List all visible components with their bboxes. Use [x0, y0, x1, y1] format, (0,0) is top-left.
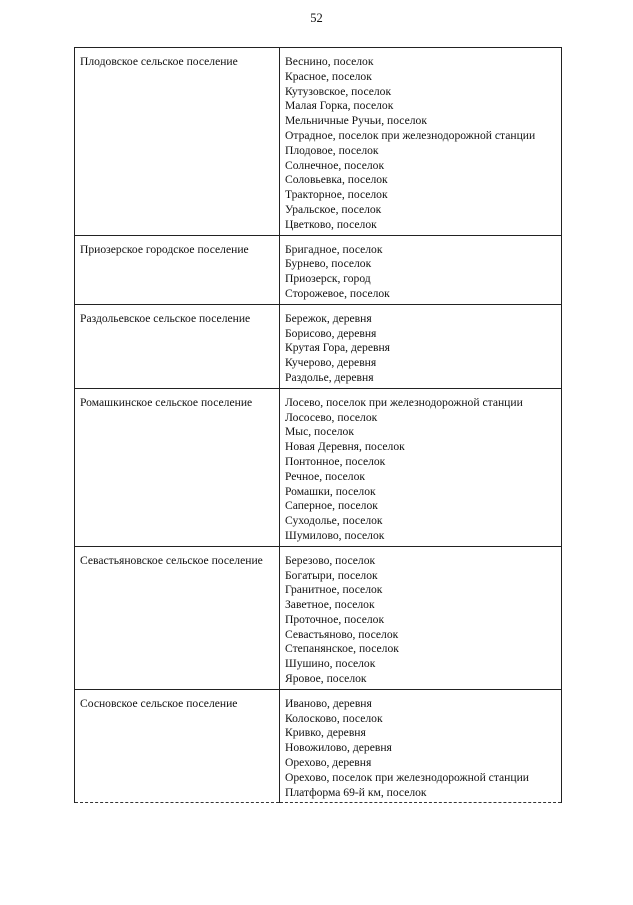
- settlement-name: Приозерское городское поселение: [80, 242, 249, 256]
- locality-item: Отрадное, поселок при железнодорожной станции: [285, 128, 536, 142]
- table-row: [75, 304, 562, 388]
- locality-item: Уральское, поселок: [285, 202, 382, 216]
- locality-item: Крутая Гора, деревня: [285, 341, 390, 355]
- settlement-name: Раздольевское сельское поселение: [80, 311, 251, 325]
- locality-item: Веснино, поселок: [285, 55, 374, 68]
- locality-item: Лосево, поселок при железнодорожной станции: [285, 395, 523, 409]
- locality-list: [285, 697, 557, 801]
- locality-item: Соловьевка, поселок: [285, 173, 388, 187]
- page-number: 52: [310, 11, 323, 25]
- locality-list: [285, 55, 557, 233]
- settlement-name: Севастьяновское сельское поселение: [80, 553, 263, 567]
- locality-item: Сторожевое, поселок: [285, 286, 390, 300]
- locality-item: Яровое, поселок: [285, 672, 367, 686]
- locality-item: Раздолье, деревня: [285, 370, 374, 384]
- localities-cell: [280, 689, 562, 803]
- localities-cell: [280, 48, 562, 236]
- locality-item: Колосково, поселок: [285, 711, 383, 725]
- locality-item: Бережок, деревня: [285, 311, 372, 325]
- locality-item: Кутузовское, поселок: [285, 84, 392, 98]
- locality-item: Степанянское, поселок: [285, 642, 399, 656]
- locality-item: Плодовое, поселок: [285, 143, 379, 157]
- locality-item: Платформа 69-й км, поселок: [285, 785, 427, 799]
- locality-item: Заветное, поселок: [285, 598, 375, 612]
- locality-item: Речное, поселок: [285, 469, 366, 483]
- settlement-name-cell: [75, 689, 280, 803]
- locality-item: Бригадное, поселок: [285, 242, 383, 256]
- settlement-name-cell: [75, 546, 280, 689]
- settlement-name-cell: [75, 48, 280, 236]
- locality-list: [285, 396, 557, 544]
- table-row: [75, 235, 562, 304]
- locality-item: Севастьяново, поселок: [285, 627, 399, 641]
- table-row: [75, 689, 562, 803]
- locality-item: Орехово, деревня: [285, 756, 372, 770]
- localities-cell: [280, 388, 562, 546]
- locality-item: Приозерск, город: [285, 272, 371, 286]
- locality-item: Суходолье, поселок: [285, 514, 383, 528]
- locality-item: Мыс, поселок: [285, 425, 354, 439]
- locality-item: Лососево, поселок: [285, 410, 378, 424]
- table-row: [75, 546, 562, 689]
- locality-list: [285, 554, 557, 687]
- locality-item: Кривко, деревня: [285, 726, 366, 740]
- locality-item: Новая Деревня, поселок: [285, 440, 405, 454]
- locality-item: Цветково, поселок: [285, 217, 377, 231]
- locality-item: Понтонное, поселок: [285, 454, 386, 468]
- locality-item: Березово, поселок: [285, 553, 376, 567]
- locality-item: Новожилово, деревня: [285, 741, 392, 755]
- locality-item: Ромашки, поселок: [285, 484, 376, 498]
- locality-item: Красное, поселок: [285, 69, 372, 83]
- locality-item: Тракторное, поселок: [285, 188, 388, 202]
- locality-item: Богатыри, поселок: [285, 568, 378, 582]
- locality-item: Кучерово, деревня: [285, 356, 377, 370]
- settlement-name: Ромашкинское сельское поселение: [80, 395, 253, 409]
- localities-cell: [280, 235, 562, 304]
- locality-item: Гранитное, поселок: [285, 583, 383, 597]
- locality-item: Шушино, поселок: [285, 657, 376, 671]
- table-row: [75, 48, 562, 236]
- locality-item: Малая Горка, поселок: [285, 99, 394, 113]
- localities-cell: [280, 304, 562, 388]
- locality-item: Борисово, деревня: [285, 326, 377, 340]
- locality-item: Бурнево, поселок: [285, 257, 372, 271]
- locality-item: Иваново, деревня: [285, 696, 372, 710]
- settlement-name-cell: [75, 388, 280, 546]
- locality-item: Проточное, поселок: [285, 612, 385, 626]
- locality-item: Саперное, поселок: [285, 499, 378, 513]
- locality-list: [285, 312, 557, 386]
- table-row: [75, 388, 562, 546]
- settlements-table: [74, 47, 562, 803]
- locality-list: [285, 243, 557, 302]
- locality-item: Шумилово, поселок: [285, 528, 385, 542]
- settlement-name-cell: [75, 235, 280, 304]
- settlement-name: Плодовское сельское поселение: [80, 55, 238, 68]
- settlements-table-body: [75, 48, 562, 803]
- locality-item: Солнечное, поселок: [285, 158, 385, 172]
- locality-item: Мельничные Ручьи, поселок: [285, 114, 427, 128]
- settlement-name-cell: [75, 304, 280, 388]
- settlement-name: Сосновское сельское поселение: [80, 696, 238, 710]
- locality-item: Орехово, поселок при железнодорожной станции: [285, 770, 530, 784]
- localities-cell: [280, 546, 562, 689]
